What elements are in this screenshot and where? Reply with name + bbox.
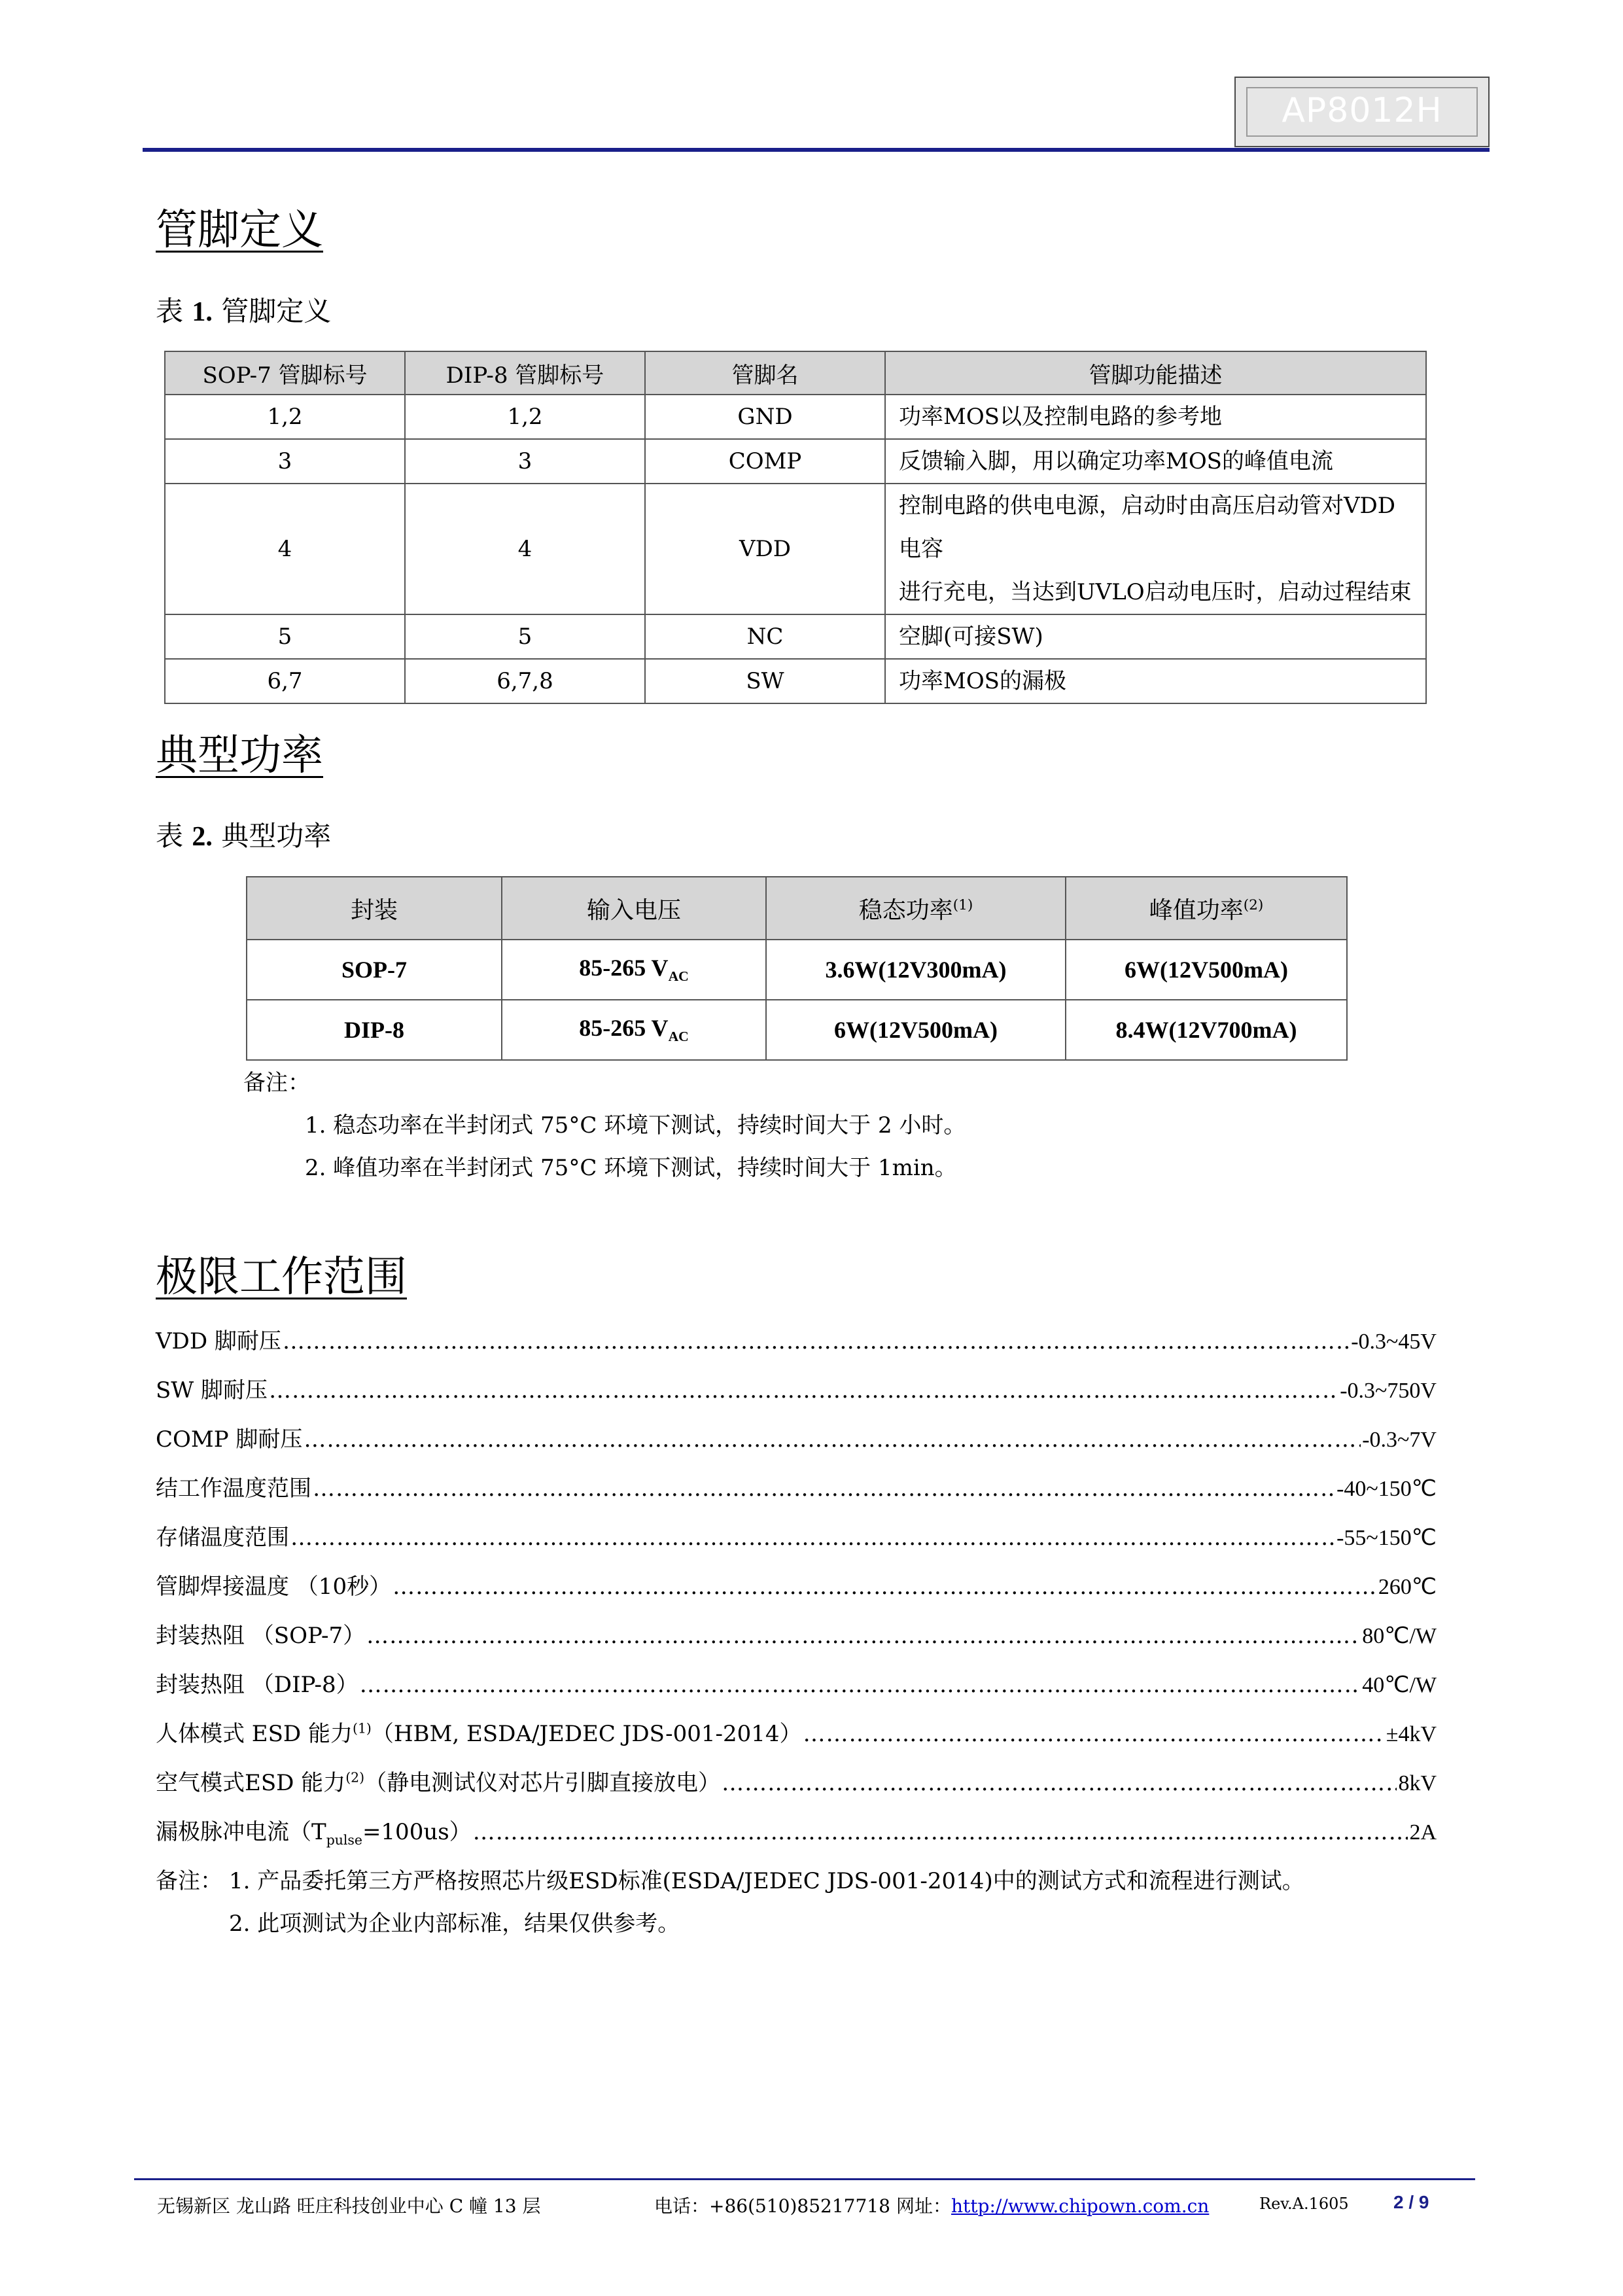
cell-voltage [502,940,766,1000]
spec-value: 40℃/W [1362,1673,1437,1697]
leader-dots [313,1475,1335,1502]
notes-label: 备注： [243,1070,310,1096]
header-rule [143,148,1490,152]
spec-value: 8kV [1398,1771,1437,1795]
column-header: 封装 [247,877,502,940]
leader-dots [283,1328,1350,1354]
table-row [165,439,1426,484]
cell-description: 功率MOS的漏极 [885,659,1426,703]
description-line: 控制电路的供电电源，启动时由高压启动管对VDD电容 [899,493,1396,562]
steady-power-label: 稳态功率 [858,896,953,924]
footer-rule [134,2178,1475,2180]
typical-power-table [246,876,1348,1061]
cell-package: DIP-8 [247,1000,502,1060]
section-title-absolute-max-ratings: 极限工作范围 [156,1253,407,1301]
cell-pin-name: GND [645,395,885,439]
spec-row [156,1667,1437,1699]
footnote-ref: (1) [353,1720,372,1737]
footer-website [896,2192,1209,2218]
table-header-row [165,351,1426,395]
page-number: 2 / 9 [1393,2192,1429,2212]
leader-dots [269,1377,1338,1404]
spec-value: 80℃/W [1362,1624,1437,1648]
cell-steady-power: 6W(12V500mA) [766,1000,1066,1060]
note-item: 2. 此项测试为企业内部标准，结果仅供参考。 [229,1911,680,1937]
cell-sop: 6,7 [165,659,405,703]
spec-label: VDD 脚耐压 [156,1328,281,1354]
spec-value: 2A [1409,1820,1437,1845]
spec-label-subscript: pulse [326,1831,362,1848]
spec-value: -0.3~45V [1351,1330,1437,1354]
spec-label: COMP 脚耐压 [156,1426,303,1453]
spec-label [156,1716,802,1748]
column-header [1066,877,1347,940]
table-row [165,659,1426,703]
description-line: 进行充电，当达到UVLO启动电压时，启动过程结束 [899,579,1412,605]
voltage-value: 85-265 V [579,955,669,981]
spec-label: 管脚焊接温度 （10秒） [156,1574,392,1600]
spec-row [156,1421,1437,1454]
leader-dots [473,1819,1408,1845]
leader-dots [393,1574,1377,1600]
leader-dots [722,1770,1397,1796]
cell-pin-name: COMP [645,439,885,484]
table-row [247,1000,1347,1060]
leader-dots [360,1672,1361,1698]
spec-label-main: 漏极脉冲电流（T [156,1819,326,1845]
leader-dots [304,1426,1361,1453]
note-item: 2. 峰值功率在半封闭式 75°C 环境下测试，持续时间大于 1min。 [305,1155,957,1181]
cell-sop: 4 [165,484,405,614]
footer-address: 无锡新区 龙山路 旺庄科技创业中心 C 幢 13 层 [157,2195,541,2217]
spec-label-main: 空气模式ESD 能力 [156,1770,346,1796]
spec-value: -55~150℃ [1336,1526,1437,1550]
cell-dip: 5 [405,614,645,659]
cell-peak-power: 6W(12V500mA) [1066,940,1347,1000]
table2-caption-number: 2. [192,822,213,852]
section-title-typical-power: 典型功率 [156,732,323,780]
cell-description [885,484,1426,614]
cell-peak-power: 8.4W(12V700mA) [1066,1000,1347,1060]
footer-website-label: 网址： [896,2195,952,2217]
part-number: AP8012H [1282,91,1442,130]
cell-dip: 4 [405,484,645,614]
cell-package: SOP-7 [247,940,502,1000]
leader-dots [290,1525,1335,1551]
cell-dip: 3 [405,439,645,484]
notes-label: 备注： [156,1868,222,1894]
cell-steady-power: 3.6W(12V300mA) [766,940,1066,1000]
note-item: 1. 稳态功率在半封闭式 75°C 环境下测试，持续时间大于 2 小时。 [305,1112,966,1139]
spec-row [156,1814,1437,1846]
footnote-ref: (1) [952,896,973,913]
table1-caption-text: 管脚定义 [221,295,332,327]
spec-label [156,1814,472,1848]
table1-caption [156,290,331,329]
spec-value: -0.3~7V [1362,1428,1437,1452]
spec-row [156,1716,1437,1748]
footnote-ref: (2) [345,1769,365,1786]
spec-label [156,1765,720,1797]
table1-caption-number: 1. [192,297,213,327]
table-row [165,614,1426,659]
table2-caption [156,815,331,854]
voltage-value: 85-265 V [579,1015,669,1042]
table-row [165,484,1426,614]
spec-label: 结工作温度范围 [156,1475,311,1502]
column-header: DIP-8 管脚标号 [405,351,645,395]
spec-label: 封装热阻 （DIP-8） [156,1672,358,1698]
pin-definition-table [164,351,1427,704]
cell-pin-name: NC [645,614,885,659]
spec-label-main: 人体模式 ESD 能力 [156,1721,353,1747]
spec-row [156,1470,1437,1503]
spec-label-detail: （静电测试仪对芯片引脚直接放电） [364,1770,721,1796]
cell-description: 反馈输入脚，用以确定功率MOS的峰值电流 [885,439,1426,484]
voltage-subscript: AC [668,968,689,985]
table-row [165,395,1426,439]
column-header [766,877,1066,940]
leader-dots [803,1721,1385,1747]
table2-caption-text: 典型功率 [221,820,332,852]
spec-label: 存储温度范围 [156,1525,289,1551]
column-header: 输入电压 [502,877,766,940]
header-part-box [1234,77,1490,147]
footer-phone: 电话：+86(510)85217718 [654,2195,890,2217]
spec-row [156,1568,1437,1601]
column-header: SOP-7 管脚标号 [165,351,405,395]
table-header-row [247,877,1347,940]
spec-row [156,1617,1437,1650]
leader-dots [366,1623,1361,1649]
cell-pin-name: SW [645,659,885,703]
spec-row [156,1519,1437,1552]
website-link[interactable]: http://www.chipown.com.cn [951,2195,1210,2217]
cell-sop: 3 [165,439,405,484]
column-header: 管脚功能描述 [885,351,1426,395]
note-item: 1. 产品委托第三方严格按照芯片级ESD标准(ESDA/JEDEC JDS-001-2014)中的测试方式和流程进行测试。 [229,1868,1304,1894]
cell-dip: 6,7,8 [405,659,645,703]
column-header: 管脚名 [645,351,885,395]
voltage-subscript: AC [668,1029,689,1045]
cell-description: 空脚(可接SW) [885,614,1426,659]
cell-pin-name: VDD [645,484,885,614]
peak-power-label: 峰值功率 [1149,896,1244,924]
cell-sop: 5 [165,614,405,659]
spec-label: SW 脚耐压 [156,1377,268,1404]
footnote-ref: (2) [1243,896,1264,913]
footer-revision: Rev.A.1605 [1259,2195,1349,2213]
spec-value: ±4kV [1386,1722,1437,1746]
spec-label-detail: =100us） [362,1819,472,1845]
spec-label-detail: （HBM, ESDA/JEDEC JDS-001-2014） [371,1721,802,1747]
cell-voltage [502,1000,766,1060]
cell-dip: 1,2 [405,395,645,439]
spec-row [156,1765,1437,1797]
section-title-pin-definition: 管脚定义 [156,206,323,255]
cell-description: 功率MOS以及控制电路的参考地 [885,395,1426,439]
table2-caption-prefix: 表 [156,820,184,852]
table-row [247,940,1347,1000]
spec-value: -40~150℃ [1336,1477,1437,1501]
spec-label: 封装热阻 （SOP-7） [156,1623,366,1649]
spec-row [156,1372,1437,1405]
spec-value: -0.3~750V [1340,1379,1437,1403]
spec-value: 260℃ [1378,1575,1437,1599]
spec-row [156,1323,1437,1356]
cell-sop: 1,2 [165,395,405,439]
table1-caption-prefix: 表 [156,295,184,327]
